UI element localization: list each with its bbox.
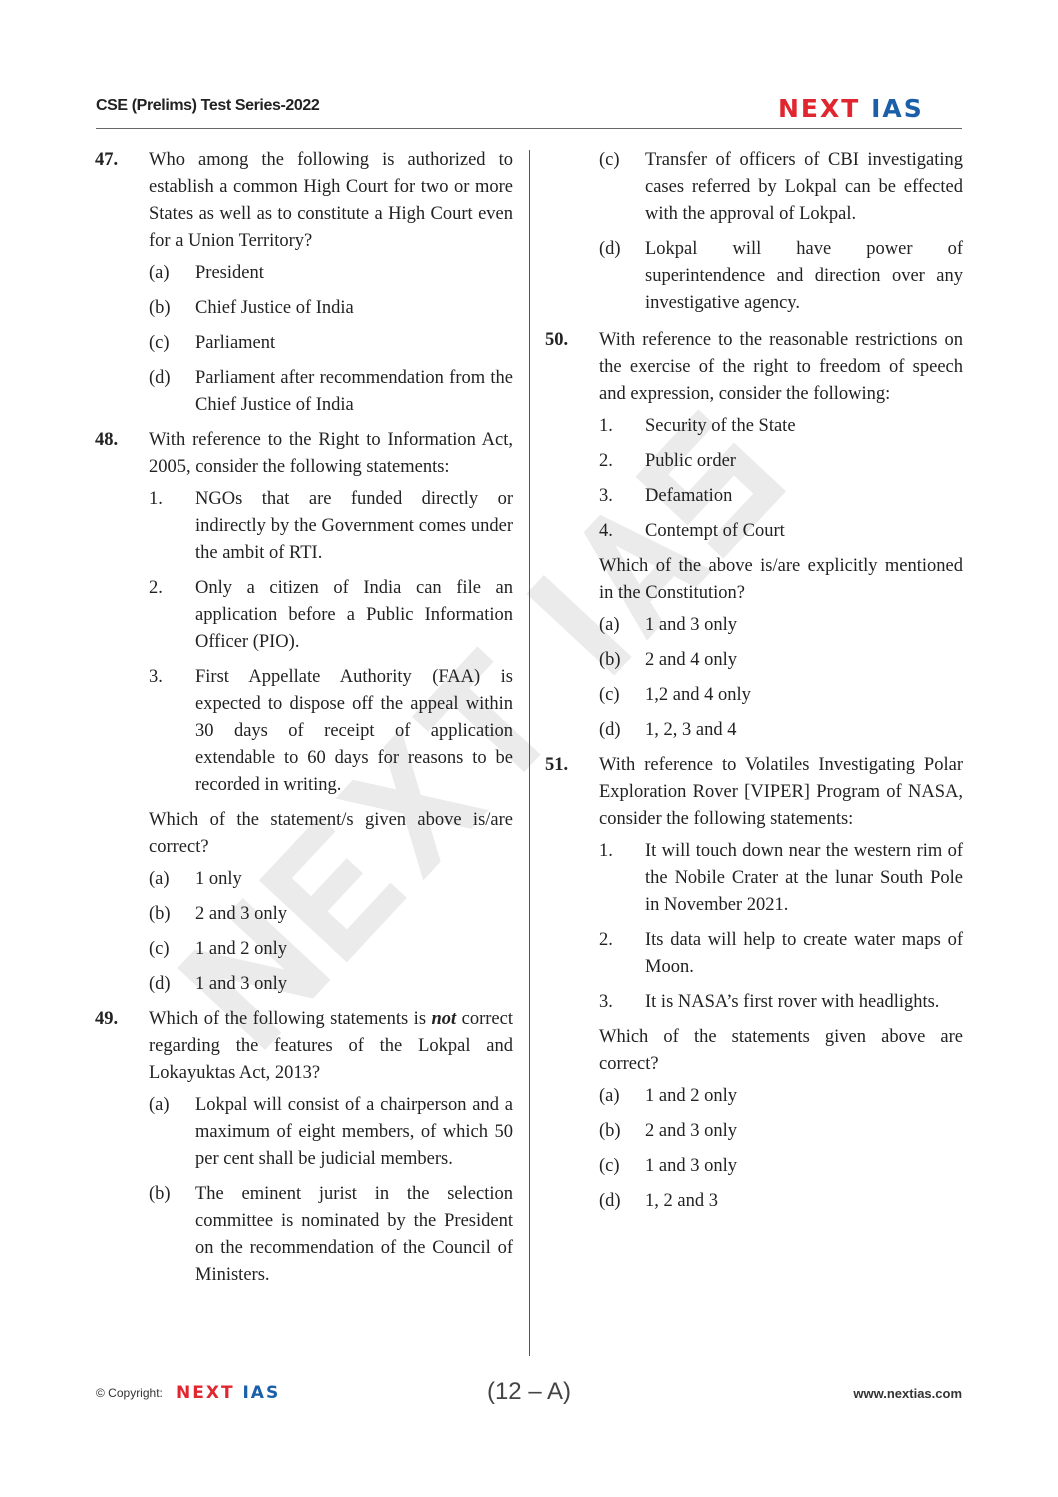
stem-text: correct regarding the features of the Lokpal and Lokayuktas Act, 2013?: [149, 1009, 513, 1083]
option-text: 1 and 2 only: [195, 939, 287, 959]
option-label: (d): [149, 974, 171, 994]
answer-option: [149, 260, 513, 287]
question-prompt: Which of the above is/are explicitly mentioned in the Constitution?: [599, 556, 963, 603]
header-title: CSE (Prelims) Test Series-2022: [96, 97, 320, 114]
logo-ias: IAS: [871, 94, 924, 123]
option-label: (c): [599, 1156, 620, 1176]
statement-text: Contempt of Court: [645, 521, 785, 541]
answer-option: [149, 866, 513, 893]
statement-text: Only a citizen of India can file an application before a Public Information Officer (PIO).: [195, 578, 513, 652]
statement-number: 2.: [599, 451, 613, 471]
answer-option: [149, 901, 513, 928]
answer-option: [149, 365, 513, 419]
statement: [149, 575, 513, 656]
option-text: 2 and 3 only: [195, 904, 287, 924]
question-number: 51.: [545, 755, 569, 775]
option-text: Parliament after recommendation from the Chief Justice of India: [195, 368, 513, 415]
statement-text: It will touch down near the western rim of the Nobile Crater at the lunar South Pole in November 2021.: [645, 841, 963, 915]
question: [95, 147, 513, 419]
statement-number: 3.: [599, 486, 613, 506]
option-text: 2 and 4 only: [645, 650, 737, 670]
statement-text: NGOs that are funded directly or indirectly by the Government comes under the ambit of RTI.: [195, 489, 513, 563]
option-label: (c): [599, 685, 620, 705]
footer-copyright: © Copyright:: [96, 1386, 163, 1400]
option-text: 1, 2 and 3: [645, 1191, 718, 1211]
statement-text: Security of the State: [645, 416, 796, 436]
option-label: (b): [599, 650, 621, 670]
option-text: Lokpal will consist of a chairperson and a maximum of eight members, of which 50 per cent shall be judicial members.: [195, 1095, 513, 1169]
option-text: 1,2 and 4 only: [645, 685, 751, 705]
option-label: (c): [149, 939, 170, 959]
answer-option: [599, 647, 963, 674]
answer-option: [599, 612, 963, 639]
option-label: (b): [599, 1121, 621, 1141]
question-number: 48.: [95, 430, 119, 450]
stem-text: With reference to Volatiles Investigating Polar Exploration Rover [VIPER] Program of NASA, consider the following statements:: [599, 755, 963, 829]
option-label: (c): [599, 150, 620, 170]
column-divider: [529, 150, 530, 1356]
answer-option: [599, 717, 963, 744]
option-text: Chief Justice of India: [195, 298, 354, 318]
option-text: 1 only: [195, 869, 242, 889]
option-text: 1 and 2 only: [645, 1086, 737, 1106]
statement-number: 4.: [599, 521, 613, 541]
option-text: President: [195, 263, 264, 283]
option-label: (c): [149, 333, 170, 353]
question-number: 50.: [545, 330, 569, 350]
option-label: (b): [149, 904, 171, 924]
statement-number: 1.: [599, 416, 613, 436]
statement-number: 3.: [149, 667, 163, 687]
statement-text: Defamation: [645, 486, 733, 506]
answer-option: [599, 236, 963, 317]
question-stem: [149, 427, 513, 481]
question: [545, 147, 963, 317]
option-text: 2 and 3 only: [645, 1121, 737, 1141]
statement-number: 3.: [599, 992, 613, 1012]
question-stem: [149, 1006, 513, 1087]
question-prompt: Which of the statement/s given above is/are correct?: [149, 810, 513, 857]
option-label: (a): [149, 263, 170, 283]
statement: [149, 664, 513, 799]
option-text: 1 and 3 only: [645, 1156, 737, 1176]
page-number: (12 – A): [486, 1378, 572, 1405]
statement-text: Its data will help to create water maps of Moon.: [645, 930, 963, 977]
option-label: (d): [599, 239, 621, 259]
answer-option: [599, 1118, 963, 1145]
footer-url[interactable]: www.nextias.com: [853, 1386, 962, 1401]
option-label: (a): [149, 869, 170, 889]
question: [545, 752, 963, 1215]
statement: [599, 927, 963, 981]
left-column: [95, 147, 513, 1297]
statement: [599, 989, 963, 1016]
statement-number: 2.: [599, 930, 613, 950]
statement-number: 1.: [149, 489, 163, 509]
question: [95, 427, 513, 998]
option-text: Parliament: [195, 333, 276, 353]
answer-option: [149, 330, 513, 357]
option-label: (b): [149, 1184, 171, 1204]
statement: [599, 448, 963, 475]
logo-next: NEXT: [778, 94, 861, 123]
question-prompt: Which of the statements given above are correct?: [599, 1027, 963, 1074]
option-label: (a): [599, 615, 620, 635]
statement-text: First Appellate Authority (FAA) is expected to dispose off the appeal within 30 days of receipt of application extendable to 60 days for reasons to be recorded in writing.: [195, 667, 513, 795]
stem-text: With reference to the reasonable restrictions on the exercise of the right to freedom of speech and expression, consider the following:: [599, 330, 963, 404]
statement-text: Public order: [645, 451, 736, 471]
option-text: Transfer of officers of CBI investigating cases referred by Lokpal can be effected with the approval of Lokpal.: [645, 150, 963, 224]
option-label: (a): [149, 1095, 170, 1115]
answer-option: [599, 682, 963, 709]
option-text: 1, 2, 3 and 4: [645, 720, 737, 740]
statement: [599, 838, 963, 919]
question-stem: [599, 752, 963, 833]
answer-option: [599, 1188, 963, 1215]
answer-option: [599, 147, 963, 228]
logo-ias: IAS: [242, 1383, 281, 1403]
option-label: (b): [149, 298, 171, 318]
option-text: The eminent jurist in the selection committee is nominated by the President on the recommendation of the Council of Ministers.: [195, 1184, 513, 1285]
statement: [599, 518, 963, 545]
emphasis: not: [431, 1009, 457, 1029]
header-rule: [96, 128, 962, 129]
option-label: (a): [599, 1086, 620, 1106]
option-text: 1 and 3 only: [645, 615, 737, 635]
answer-option: [149, 1181, 513, 1289]
question: [95, 1006, 513, 1289]
header-logo: [778, 94, 924, 123]
option-label: (d): [599, 1191, 621, 1211]
question-number: 47.: [95, 150, 119, 170]
statement-text: It is NASA’s first rover with headlights.: [645, 992, 940, 1012]
answer-option: [149, 936, 513, 963]
answer-option: [149, 295, 513, 322]
answer-option: [599, 1153, 963, 1180]
question-number: 49.: [95, 1009, 119, 1029]
statement: [599, 483, 963, 510]
option-label: (d): [599, 720, 621, 740]
stem-text: With reference to the Right to Information Act, 2005, consider the following statements:: [149, 430, 513, 477]
answer-option: [149, 971, 513, 998]
statement: [149, 486, 513, 567]
footer-logo: [176, 1383, 280, 1403]
option-text: Lokpal will have power of superintendence and direction over any investigative agency.: [645, 239, 963, 313]
answer-option: [599, 1083, 963, 1110]
option-label: (d): [149, 368, 171, 388]
answer-option: [149, 1092, 513, 1173]
question: [545, 327, 963, 744]
stem-text: Which of the following statements is: [149, 1009, 432, 1029]
logo-next: NEXT: [176, 1383, 235, 1403]
stem-text: Who among the following is authorized to establish a common High Court for two or more States as well as to constitute a High Court even for a Union Territory?: [149, 150, 513, 251]
option-text: 1 and 3 only: [195, 974, 287, 994]
statement-number: 1.: [599, 841, 613, 861]
question-stem: [599, 327, 963, 408]
right-column: [545, 147, 963, 1223]
question-stem: [149, 147, 513, 255]
statement-number: 2.: [149, 578, 163, 598]
statement: [599, 413, 963, 440]
